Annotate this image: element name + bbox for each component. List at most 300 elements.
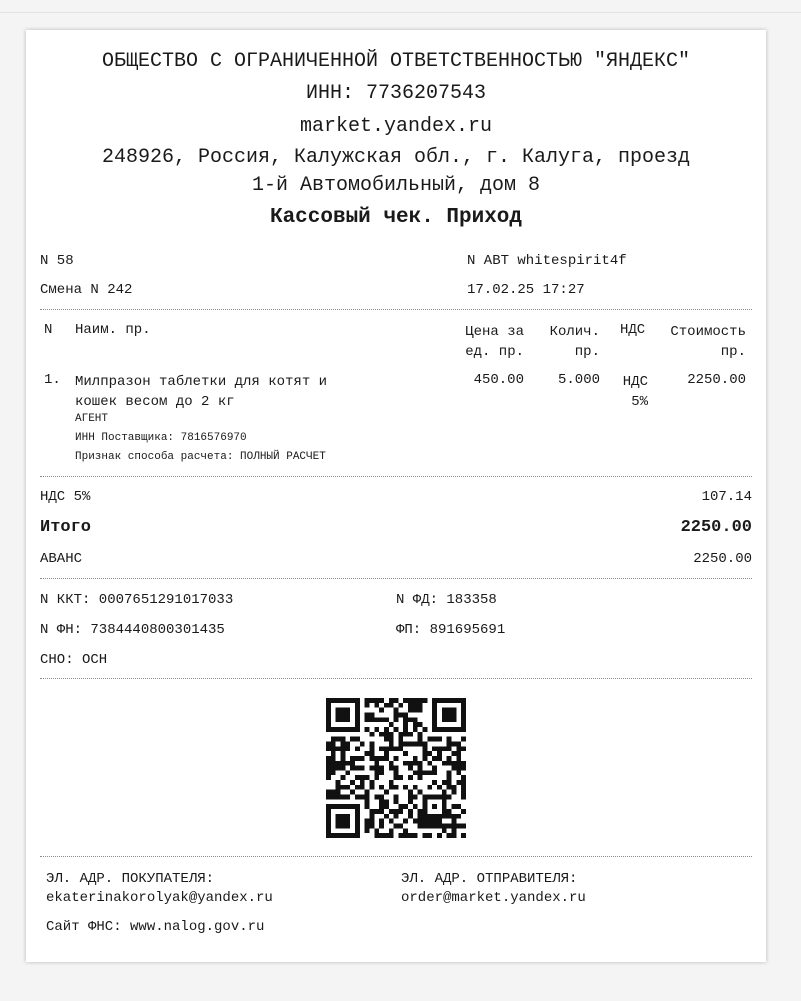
qr-module	[447, 717, 452, 722]
qr-module	[336, 824, 341, 829]
qr-module	[423, 746, 428, 751]
qr-module	[442, 761, 447, 766]
qr-module	[384, 799, 389, 804]
qr-module	[423, 727, 428, 732]
qr-module	[418, 737, 423, 742]
qr-module	[452, 790, 457, 795]
qr-module	[423, 756, 428, 761]
qr-module	[437, 814, 442, 819]
qr-module	[384, 737, 389, 742]
item-name-line2: кошек весом до 2 кг	[75, 394, 235, 410]
qr-module	[456, 770, 461, 775]
qr-module	[369, 756, 374, 761]
qr-module	[427, 761, 432, 766]
qr-module	[418, 708, 423, 713]
qr-module	[384, 703, 389, 708]
qr-module	[442, 717, 447, 722]
qr-module	[355, 824, 360, 829]
qr-module	[408, 809, 413, 814]
qr-module	[350, 761, 355, 766]
item-vat-line2: 5%	[631, 394, 648, 410]
qr-module	[408, 833, 413, 838]
org-name: ОБЩЕСТВО С ОГРАНИЧЕННОЙ ОТВЕТСТВЕННОСТЬЮ "ЯНДЕКС"	[101, 50, 691, 73]
qr-module	[432, 756, 437, 761]
qr-module	[427, 770, 432, 775]
qr-module	[379, 799, 384, 804]
qr-module	[403, 717, 408, 722]
qr-module	[403, 727, 408, 732]
qr-module	[355, 712, 360, 717]
divider	[40, 856, 752, 857]
qr-module	[418, 703, 423, 708]
qr-module	[432, 717, 437, 722]
qr-module	[336, 766, 341, 771]
qr-module	[350, 804, 355, 809]
qr-module	[423, 698, 428, 703]
qr-module	[355, 698, 360, 703]
total-value: 2250.00	[680, 518, 752, 537]
qr-module	[389, 698, 394, 703]
qr-module	[355, 833, 360, 838]
qr-module	[365, 819, 370, 824]
item-agent: АГЕНТ	[75, 413, 109, 425]
qr-module	[427, 814, 432, 819]
qr-module	[447, 741, 452, 746]
qr-module	[452, 819, 457, 824]
qr-module	[394, 785, 399, 790]
qr-module	[345, 785, 350, 790]
qr-module	[331, 770, 336, 775]
qr-module	[326, 722, 331, 727]
qr-module	[379, 746, 384, 751]
qr-module	[336, 833, 341, 838]
qr-module	[379, 756, 384, 761]
qr-module	[418, 761, 423, 766]
qr-module	[374, 795, 379, 800]
qr-module	[432, 804, 437, 809]
machine-number: N АВТ whitespirit4f	[467, 253, 627, 269]
qr-module	[374, 833, 379, 838]
qr-module	[379, 824, 384, 829]
qr-module	[447, 814, 452, 819]
qr-module	[379, 804, 384, 809]
qr-module	[384, 833, 389, 838]
qr-module	[336, 712, 341, 717]
qr-module	[336, 717, 341, 722]
qr-module	[379, 698, 384, 703]
qr-module	[336, 790, 341, 795]
qr-module	[389, 785, 394, 790]
qr-module	[408, 732, 413, 737]
qr-module	[365, 727, 370, 732]
qr-module	[423, 824, 428, 829]
qr-module	[456, 780, 461, 785]
divider	[40, 678, 752, 679]
qr-module	[432, 819, 437, 824]
qr-module	[423, 751, 428, 756]
qr-module	[365, 824, 370, 829]
qr-module	[418, 775, 423, 780]
qr-module	[326, 770, 331, 775]
qr-module	[403, 819, 408, 824]
qr-module	[360, 785, 365, 790]
qr-module	[418, 741, 423, 746]
qr-module	[452, 804, 457, 809]
qr-module	[442, 828, 447, 833]
fn-number: N ФН: 7384440800301435	[40, 622, 225, 638]
qr-module	[336, 698, 341, 703]
col-cost	[670, 322, 746, 362]
qr-module	[360, 741, 365, 746]
qr-module	[423, 804, 428, 809]
qr-module	[403, 761, 408, 766]
qr-module	[360, 775, 365, 780]
qr-module	[437, 746, 442, 751]
qr-module	[452, 741, 457, 746]
qr-module	[326, 824, 331, 829]
qr-module	[326, 819, 331, 824]
qr-module	[336, 708, 341, 713]
qr-module	[423, 814, 428, 819]
qr-module	[456, 824, 461, 829]
qr-module	[394, 809, 399, 814]
qr-module	[432, 737, 437, 742]
qr-module	[447, 780, 452, 785]
fp-number: ФП: 891695691	[396, 622, 506, 638]
qr-module	[442, 727, 447, 732]
qr-module	[413, 756, 418, 761]
qr-module	[432, 824, 437, 829]
qr-module	[389, 809, 394, 814]
qr-module	[413, 698, 418, 703]
qr-module	[423, 799, 428, 804]
qr-module	[394, 712, 399, 717]
qr-module	[336, 785, 341, 790]
qr-module	[452, 766, 457, 771]
qr-module	[360, 766, 365, 771]
col-price-line2: ед. пр.	[465, 344, 524, 360]
qr-module	[336, 737, 341, 742]
qr-module	[340, 746, 345, 751]
sender-email: order@market.yandex.ru	[401, 890, 586, 906]
buyer-email: ekaterinakorolyak@yandex.ru	[46, 890, 273, 906]
qr-module	[403, 712, 408, 717]
qr-module	[355, 708, 360, 713]
qr-module	[374, 775, 379, 780]
qr-module	[355, 828, 360, 833]
qr-module	[374, 770, 379, 775]
qr-module	[427, 795, 432, 800]
qr-module	[437, 751, 442, 756]
qr-module	[369, 824, 374, 829]
qr-module	[442, 746, 447, 751]
qr-module	[350, 698, 355, 703]
qr-module	[394, 717, 399, 722]
qr-module	[413, 717, 418, 722]
kkt-number: N ККТ: 0007651291017033	[40, 592, 234, 608]
qr-module	[389, 703, 394, 708]
qr-module	[423, 770, 428, 775]
qr-module	[336, 804, 341, 809]
qr-module	[345, 698, 350, 703]
qr-module	[452, 828, 457, 833]
qr-module	[461, 790, 466, 795]
qr-module	[437, 756, 442, 761]
qr-module	[384, 751, 389, 756]
qr-module	[432, 722, 437, 727]
org-address-line1: 248926, Россия, Калужская обл., г. Калуга, проезд	[101, 146, 691, 169]
qr-module	[403, 804, 408, 809]
fns-site: Сайт ФНС: www.nalog.gov.ru	[46, 919, 265, 935]
qr-module	[432, 795, 437, 800]
item-price: 450.00	[473, 372, 524, 388]
qr-module	[389, 766, 394, 771]
qr-module	[379, 766, 384, 771]
qr-module	[336, 814, 341, 819]
qr-module	[331, 833, 336, 838]
qr-module	[340, 804, 345, 809]
qr-module	[408, 703, 413, 708]
qr-module	[326, 828, 331, 833]
qr-module	[427, 819, 432, 824]
qr-module	[447, 785, 452, 790]
qr-module	[326, 703, 331, 708]
qr-module	[355, 819, 360, 824]
qr-module	[369, 809, 374, 814]
qr-module	[461, 717, 466, 722]
qr-module	[365, 775, 370, 780]
qr-module	[384, 727, 389, 732]
qr-module	[369, 698, 374, 703]
qr-module	[379, 770, 384, 775]
qr-module	[427, 751, 432, 756]
qr-module	[336, 819, 341, 824]
qr-module	[340, 761, 345, 766]
qr-module	[369, 785, 374, 790]
qr-module	[326, 727, 331, 732]
qr-module	[461, 780, 466, 785]
qr-module	[374, 809, 379, 814]
qr-module	[340, 737, 345, 742]
qr-module	[345, 819, 350, 824]
qr-module	[394, 824, 399, 829]
qr-module	[398, 712, 403, 717]
qr-module	[442, 795, 447, 800]
qr-module	[447, 708, 452, 713]
qr-module	[418, 766, 423, 771]
shift-number: Смена N 242	[40, 282, 133, 298]
qr-module	[452, 698, 457, 703]
qr-module	[452, 814, 457, 819]
qr-module	[437, 737, 442, 742]
qr-module	[394, 770, 399, 775]
qr-module	[447, 809, 452, 814]
qr-module	[350, 766, 355, 771]
qr-module	[326, 712, 331, 717]
qr-module	[452, 751, 457, 756]
qr-module	[350, 790, 355, 795]
qr-module	[345, 741, 350, 746]
qr-module	[447, 833, 452, 838]
qr-module	[326, 761, 331, 766]
qr-module	[447, 824, 452, 829]
qr-module	[331, 727, 336, 732]
qr-module	[331, 756, 336, 761]
qr-module	[384, 732, 389, 737]
qr-module	[461, 761, 466, 766]
qr-module	[452, 761, 457, 766]
qr-module	[345, 804, 350, 809]
qr-module	[345, 761, 350, 766]
qr-module	[345, 712, 350, 717]
qr-module	[456, 761, 461, 766]
qr-module	[413, 703, 418, 708]
qr-module	[456, 727, 461, 732]
qr-module	[408, 708, 413, 713]
qr-module	[331, 790, 336, 795]
qr-module	[398, 746, 403, 751]
qr-module	[374, 828, 379, 833]
qr-module	[432, 708, 437, 713]
qr-module	[427, 833, 432, 838]
qr-module	[413, 819, 418, 824]
qr-module	[394, 698, 399, 703]
qr-module	[418, 814, 423, 819]
qr-module	[423, 809, 428, 814]
qr-module	[374, 717, 379, 722]
qr-module	[355, 727, 360, 732]
qr-module	[374, 766, 379, 771]
qr-module	[340, 824, 345, 829]
qr-module	[360, 795, 365, 800]
qr-module	[442, 698, 447, 703]
qr-module	[413, 727, 418, 732]
qr-module	[331, 741, 336, 746]
qr-module	[379, 708, 384, 713]
qr-module	[447, 737, 452, 742]
qr-module	[442, 804, 447, 809]
qr-module	[423, 819, 428, 824]
qr-module	[355, 756, 360, 761]
qr-module	[355, 737, 360, 742]
col-vat: НДС	[620, 322, 646, 338]
qr-module	[456, 698, 461, 703]
qr-module	[408, 795, 413, 800]
qr-module	[350, 727, 355, 732]
qr-module	[394, 708, 399, 713]
qr-module	[340, 775, 345, 780]
qr-module	[374, 756, 379, 761]
qr-module	[326, 698, 331, 703]
divider	[40, 578, 752, 579]
advance-value: 2250.00	[693, 551, 752, 567]
qr-module	[447, 727, 452, 732]
qr-module	[340, 727, 345, 732]
qr-module	[340, 717, 345, 722]
qr-module	[408, 775, 413, 780]
qr-module	[394, 766, 399, 771]
qr-module	[340, 741, 345, 746]
qr-module	[365, 717, 370, 722]
qr-module	[447, 756, 452, 761]
qr-module	[340, 756, 345, 761]
qr-module	[345, 717, 350, 722]
col-n: N	[44, 322, 53, 338]
qr-module	[461, 809, 466, 814]
qr-module	[408, 790, 413, 795]
fd-number: N ФД: 183358	[396, 592, 497, 608]
vat-total-label: НДС 5%	[40, 489, 91, 505]
item-vat-line1: НДС	[622, 374, 648, 390]
qr-module	[369, 780, 374, 785]
qr-module	[398, 703, 403, 708]
advance-label: АВАНС	[40, 551, 83, 567]
qr-module	[403, 828, 408, 833]
qr-module	[437, 785, 442, 790]
qr-module	[365, 790, 370, 795]
qr-module	[447, 712, 452, 717]
total-label: Итого	[40, 518, 92, 537]
qr-module	[389, 761, 394, 766]
org-address-line2: 1-й Автомобильный, дом 8	[251, 174, 541, 197]
qr-module	[437, 727, 442, 732]
item-name-line1: Милпразон таблетки для котят и	[75, 374, 328, 390]
qr-module	[447, 795, 452, 800]
qr-module	[398, 737, 403, 742]
qr-module	[452, 712, 457, 717]
qr-module	[336, 727, 341, 732]
qr-module	[394, 727, 399, 732]
qr-module	[408, 766, 413, 771]
qr-module	[365, 698, 370, 703]
qr-module	[384, 790, 389, 795]
receipt-title: Кассовый чек. Приход	[269, 206, 523, 229]
qr-code-icon	[326, 698, 466, 838]
qr-module	[350, 780, 355, 785]
qr-module	[442, 809, 447, 814]
qr-module	[355, 795, 360, 800]
qr-module	[389, 833, 394, 838]
qr-module	[326, 804, 331, 809]
qr-module	[461, 708, 466, 713]
qr-module	[413, 833, 418, 838]
sno: СНО: ОСН	[40, 652, 108, 668]
qr-module	[331, 751, 336, 756]
buyer-email-label: ЭЛ. АДР. ПОКУПАТЕЛЯ:	[46, 871, 215, 887]
qr-module	[389, 746, 394, 751]
qr-module	[461, 712, 466, 717]
qr-module	[336, 795, 341, 800]
qr-module	[326, 756, 331, 761]
qr-module	[331, 804, 336, 809]
qr-module	[389, 732, 394, 737]
qr-module	[345, 746, 350, 751]
qr-module	[355, 804, 360, 809]
qr-module	[384, 717, 389, 722]
qr-module	[442, 712, 447, 717]
qr-module	[413, 741, 418, 746]
qr-module	[365, 828, 370, 833]
qr-module	[345, 824, 350, 829]
qr-module	[408, 761, 413, 766]
qr-module	[403, 722, 408, 727]
qr-module	[413, 804, 418, 809]
qr-module	[413, 722, 418, 727]
qr-module	[452, 785, 457, 790]
qr-module	[394, 799, 399, 804]
qr-module	[408, 717, 413, 722]
qr-module	[350, 756, 355, 761]
